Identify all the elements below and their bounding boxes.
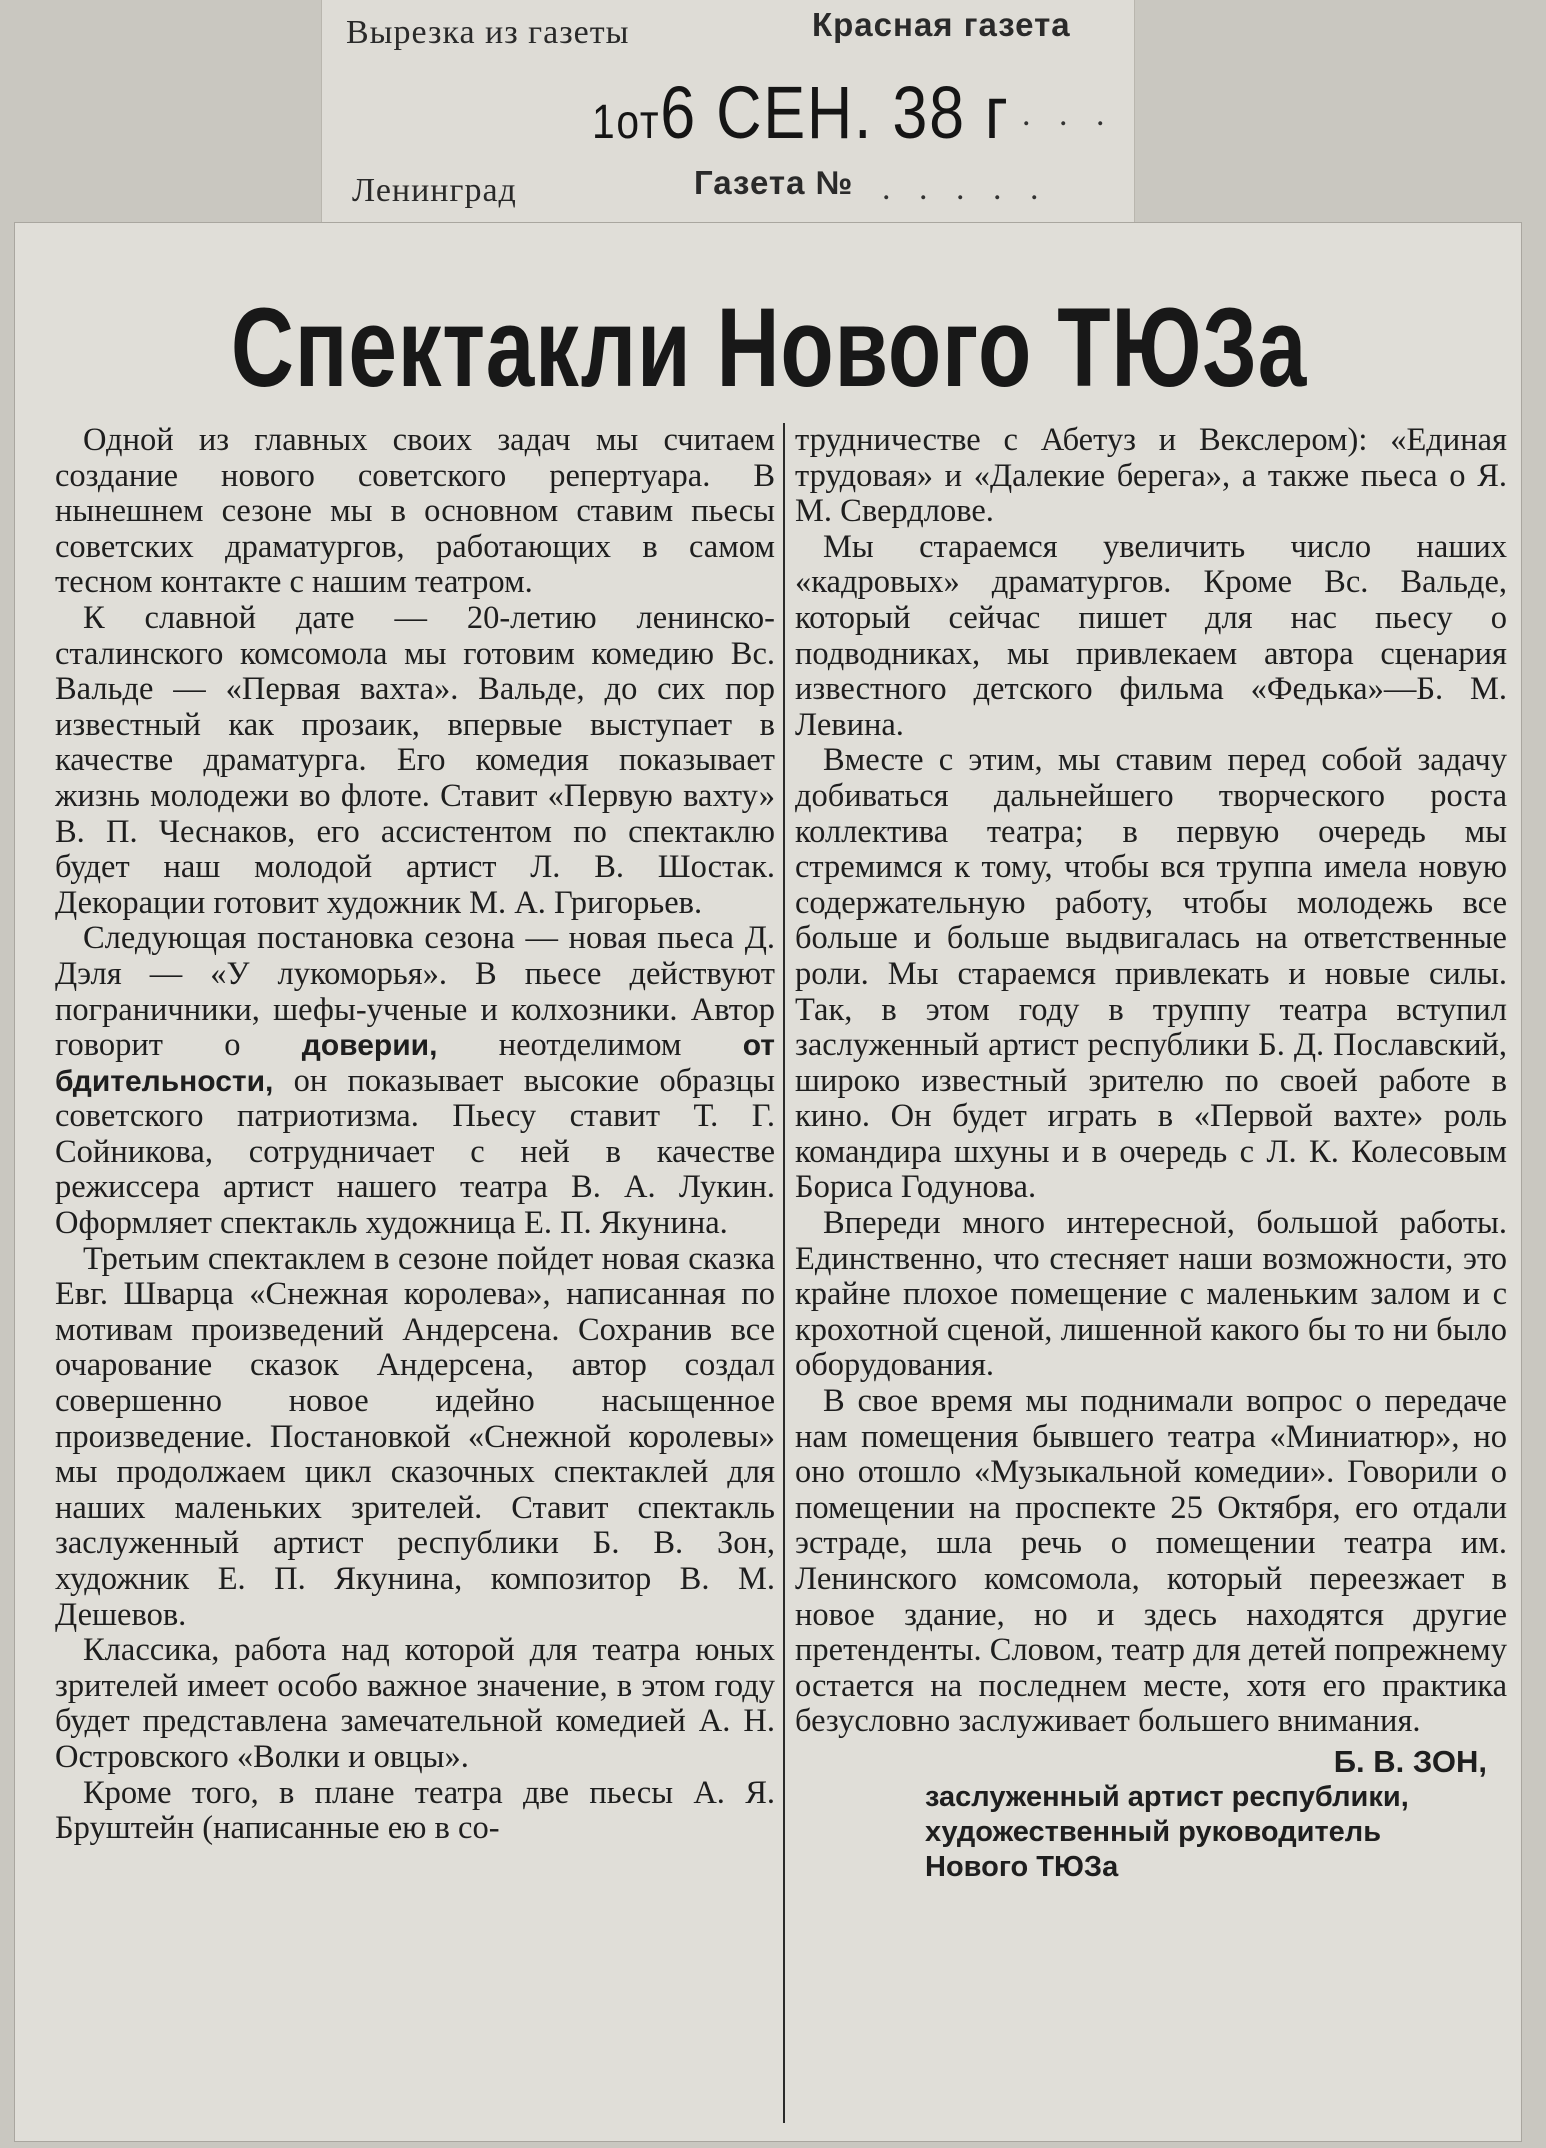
article-clipping [14,222,1522,2142]
paragraph-text: он показывает высокие образцы советского патриотизма. Пьесу ставит Т. Г. Сойникова, сотрудничает с ней в качестве режиссера артист нашего театра В. А. Лукин. Оформляет спектакль художница Е. П. Якунина. [55,1062,775,1242]
article-column-left [55,423,775,1847]
author-title [925,1780,1507,1885]
stamp-dots: . . . [1022,96,1115,133]
date-stamp [592,70,1010,155]
paragraph-text: неотделимом [498,1027,682,1064]
paragraph-text: Следующая постановка сезона — новая пьеса Д. Дэля — «У лукоморья». В пьесе действуют пограничники, шефы-ученые и колхозники. Автор говорит о [55,920,775,1064]
paragraph: Классика, работа над которой для театра юных зрителей имеет особо важное значение, в этом году будет представлена замечательной комедией А. Н. Островского «Волки и овцы». [55,1632,775,1775]
author-title-line: заслуженный артист республики, [925,1780,1409,1813]
issue-label: Газета № [694,164,854,201]
paragraph: Одной из главных своих задач мы считаем создание нового советского репертуара. В нынешнем сезоне мы в основном ставим пьесы советских драматургов, работающих в самом тесном контакте с нашим театром. [55,422,775,601]
issue-dots: . . . . . [882,170,1049,207]
paragraph: В свое время мы поднимали вопрос о передаче нам помещения бывшего театра «Миниатюр», но оно отошло «Музыкальной комедии». Говорили о помещении на проспекте 25 Октября, его отдали эстраде, шла речь о помещении театра им. Ленинского комсомола, который переезжает в новое здание, но и здесь находятся другие претенденты. Словом, театр для детей попрежнему остается на последнем месте, хотя его практика безусловно заслуживает большего внимания. [795,1383,1507,1740]
author-title-line: Нового ТЮЗа [925,1850,1119,1883]
city-label: Ленинград [352,172,517,209]
stamp-prefix: 1от [592,96,661,149]
stamp-date: 6 СЕН. 38 г [660,71,1010,154]
author-title-line: художественный руководитель [925,1815,1382,1848]
clipping-header-slip [322,0,1134,222]
column-divider [783,423,785,2123]
newspaper-name: Красная газета [812,6,1071,43]
article-column-right [795,423,1507,1885]
paragraph [55,921,775,1241]
paragraph: Вместе с этим, мы ставим перед собой задачу добиваться дальнейшего творческого роста коллектива театра; в первую очередь мы стремимся к тому, чтобы вся труппа имела новую содержательную работу, чтобы молодежь все больше и больше выдвигалась на ответственные роли. Мы стараемся привлекать и новые силы. Так, в этом году в труппу театра вступил заслуженный артист республики Б. Д. Пославский, широко известный зрителю по своей работе в кино. Он будет играть в «Первой вахте» роль командира шхуны и в очередь с Л. К. Колесовым Бориса Годунова. [795,742,1507,1206]
paragraph: Третьим спектаклем в сезоне пойдет новая сказка Евг. Шварца «Снежная королева», написанная по мотивам произведений Андерсена. Сохранив все очарование сказок Андерсена, автор создал совершенно новое идейно насыщенное произведение. Постановкой «Снежной королевы» мы продолжаем цикл сказочных спектаклей для наших маленьких зрителей. Ставит спектакль заслуженный артист республики Б. В. Зон, художник Е. П. Якунина, композитор В. М. Дешевов. [55,1240,775,1633]
paragraph: Мы стараемся увеличить число наших «кадровых» драматургов. Кроме Вс. Вальде, который сейчас пишет для нас пьесу о подводниках, мы привлекаем автора сценария известного детского фильма «Федька»—Б. М. Левина. [795,528,1507,743]
bold-term: доверии, [301,1029,438,1063]
paragraph: Впереди много интересной, большой работы. Единственно, что стесняет наши возможности, это крайне плохое помещение с маленьким залом и с крохотной сценой, лишенной какого бы то ни было оборудования. [795,1205,1507,1384]
paragraph: К славной дате — 20-летию ленинско-сталинского комсомола мы готовим комедию Вс. Вальде — «Первая вахта». Вальде, до сих пор известный как прозаик, впервые выступает в качестве драматурга. Его комедия показывает жизнь молодежи во флоте. Ставит «Первую вахту» В. П. Чеснаков, его ассистентом по спектаклю будет наш молодой артист Л. В. Шостак. Декорации готовит художник М. А. Григорьев. [55,599,775,921]
paragraph: трудничестве с Абетуз и Векслером): «Единая трудовая» и «Далекие берега», а также пьеса о Я. М. Свердлове. [795,422,1507,530]
paragraph: Кроме того, в плане театра две пьесы А. Я. Бруштейн (написанные ею в со- [55,1774,775,1847]
clip-label: Вырезка из газеты [346,14,630,51]
bold-term: от бдительности, [55,1029,775,1098]
article-title: Спектакли Нового ТЮЗа [230,285,1308,410]
author-signature: Б. В. ЗОН, [1333,1743,1487,1779]
